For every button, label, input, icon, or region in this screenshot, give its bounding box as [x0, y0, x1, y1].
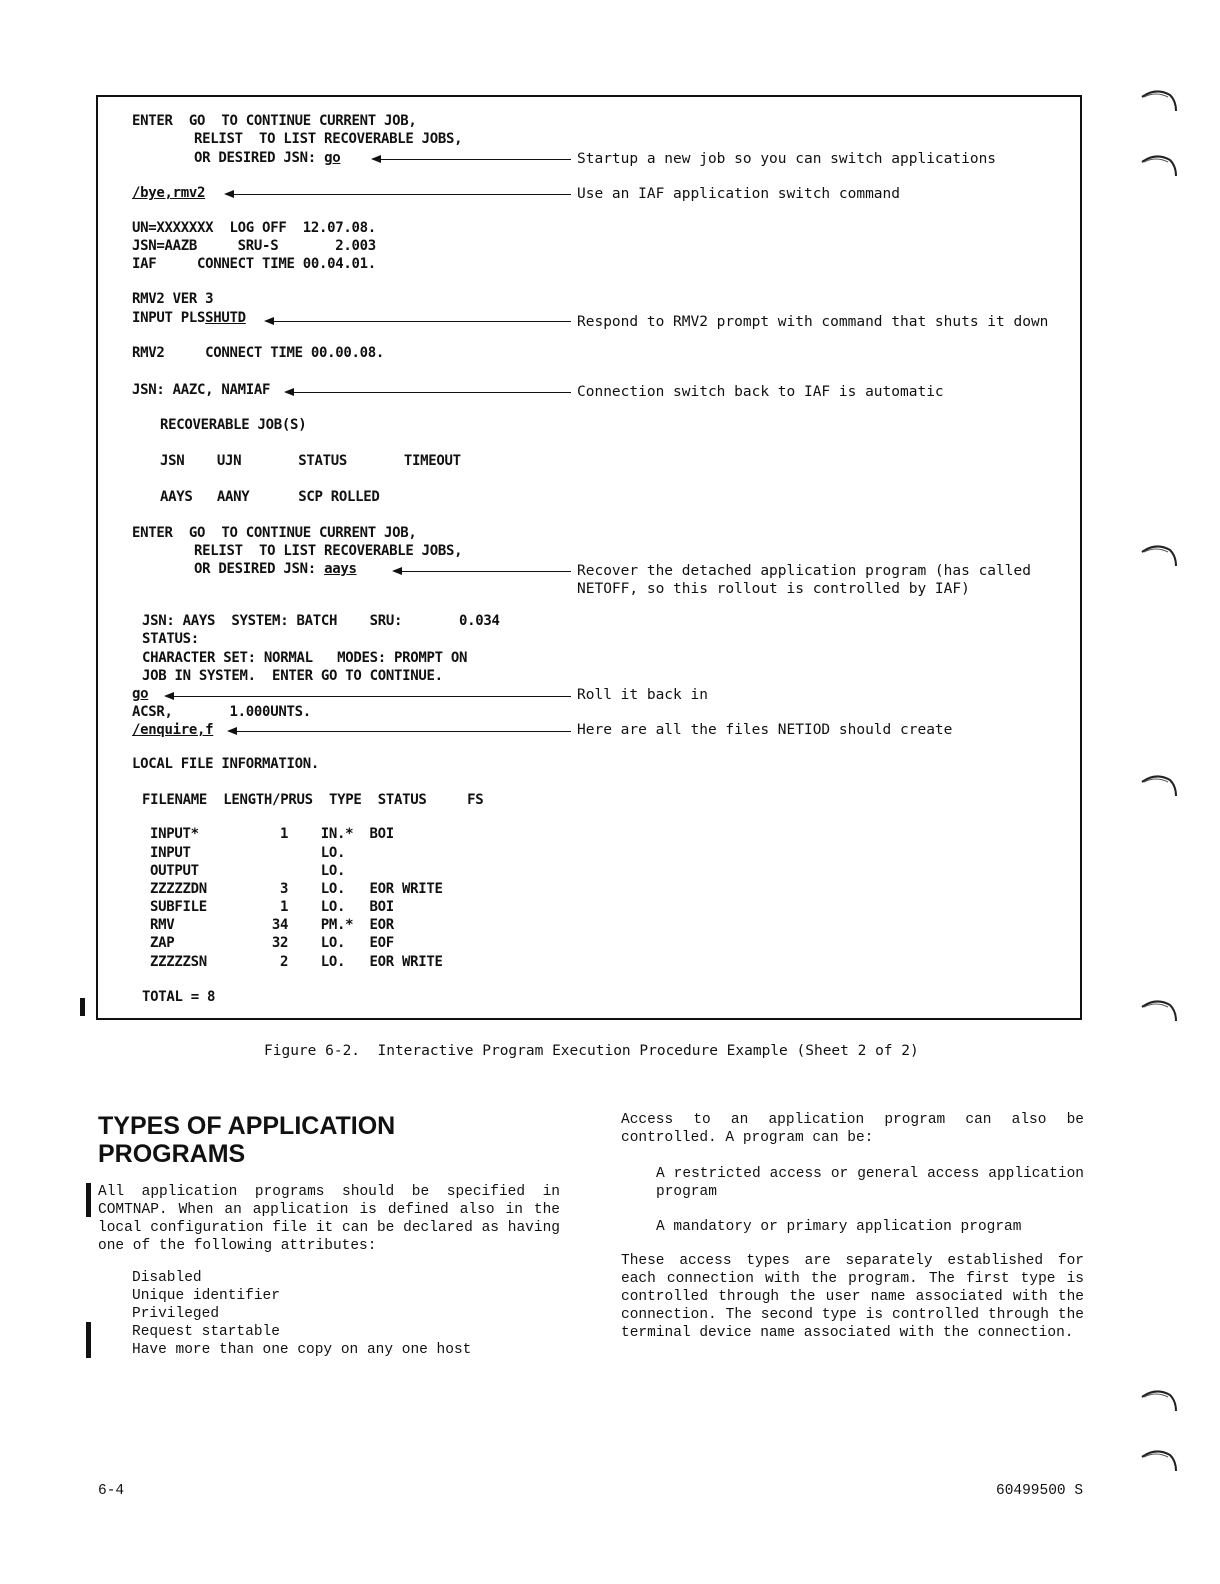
logoff-line-1: UN=XXXXXXX LOG OFF 12.07.08.	[132, 220, 376, 236]
right-paragraph-2: These access types are separately established for each connection with the program. The first type is controlled through the user name associated with the connection. The second type is controlled through the terminal device name associated with the connection.	[621, 1253, 1084, 1341]
logoff-line-3: IAF CONNECT TIME 00.04.01.	[132, 256, 376, 272]
recoverable-jobs-title: RECOVERABLE JOB(S)	[160, 417, 307, 433]
arrow-7	[229, 731, 571, 732]
annotation-startup: Startup a new job so you can switch applications	[577, 151, 997, 167]
enter-line-2: ENTER GO TO CONTINUE CURRENT JOB,	[132, 525, 417, 541]
total-line: TOTAL = 8	[142, 989, 216, 1005]
change-bar	[80, 998, 85, 1016]
file-row: INPUT* 1 IN.* BOI	[150, 826, 394, 842]
binder-tab-mark	[1140, 995, 1178, 1023]
attribute-item: Have more than one copy on any one host	[132, 1342, 472, 1358]
file-row: OUTPUT LO.	[150, 863, 346, 879]
annotation-files: Here are all the files NETIOD should create	[577, 722, 953, 738]
annotation-connection: Connection switch back to IAF is automatic	[577, 384, 944, 400]
figure-caption: Figure 6-2. Interactive Program Execution Procedure Example (Sheet 2 of 2)	[264, 1043, 919, 1059]
right-item-2: A mandatory or primary application program	[656, 1219, 1022, 1235]
shutd-command: SHUTD	[205, 310, 246, 326]
binder-tab-mark	[1140, 85, 1178, 113]
acsr-line: ACSR, 1.000UNTS.	[132, 704, 311, 720]
recoverable-header: JSN UJN STATUS TIMEOUT	[160, 453, 461, 469]
arrow-2	[226, 194, 571, 195]
file-row: RMV 34 PM.* EOR	[150, 917, 394, 933]
enquire-command: /enquire,f	[132, 722, 214, 738]
logoff-line-2: JSN=AAZB SRU-S 2.003	[132, 238, 376, 254]
binder-tab-mark	[1140, 150, 1178, 178]
file-row: ZAP 32 LO. EOF	[150, 935, 394, 951]
attribute-item: Request startable	[132, 1324, 280, 1340]
rmv-version: RMV2 VER 3	[132, 291, 214, 307]
left-paragraph: All application programs should be specified in COMTNAP. When an application is defined also in the local configuration file it can be declared as having one of the following attributes:	[98, 1184, 560, 1254]
document-number: 60499500 S	[996, 1483, 1084, 1499]
enter-line-1: ENTER GO TO CONTINUE CURRENT JOB,	[132, 113, 417, 129]
annotation-switch: Use an IAF application switch command	[577, 186, 901, 202]
relist-line-1: RELIST TO LIST RECOVERABLE JOBS,	[194, 131, 463, 147]
annotation-respond: Respond to RMV2 prompt with command that shuts it down	[577, 314, 1049, 330]
arrow-4	[286, 392, 571, 393]
arrow-1	[373, 159, 571, 160]
change-bar	[86, 1183, 91, 1217]
relist-line-2: RELIST TO LIST RECOVERABLE JOBS,	[194, 543, 463, 559]
right-paragraph-1: Access to an application program can also be controlled. A program can be:	[621, 1112, 1084, 1146]
annotation-recover-1: Recover the detached application program (has called	[577, 563, 1031, 579]
file-row: ZZZZZSN 2 LO. EOR WRITE	[150, 954, 443, 970]
user-input-go: go	[324, 150, 341, 166]
annotation-roll: Roll it back in	[577, 687, 708, 703]
binder-tab-mark	[1140, 1385, 1178, 1413]
status-line-1: JSN: AAYS SYSTEM: BATCH SRU: 0.034	[142, 613, 500, 629]
recoverable-row: AAYS AANY SCP ROLLED	[160, 489, 380, 505]
file-row: ZZZZZDN 3 LO. EOR WRITE	[150, 881, 443, 897]
binder-tab-mark	[1140, 1445, 1178, 1473]
arrow-6	[166, 696, 571, 697]
annotation-recover-2: NETOFF, so this rollout is controlled by IAF)	[577, 581, 970, 597]
go-command: go	[132, 686, 149, 702]
arrow-5	[394, 571, 571, 572]
attribute-list	[132, 1269, 552, 1359]
input-prompt: INPUT PLSSHUTD	[132, 310, 246, 326]
change-bar	[86, 1322, 91, 1358]
desired-jsn-line-1: OR DESIRED JSN: go	[194, 150, 341, 166]
page-number: 6-4	[98, 1483, 125, 1499]
attribute-item: Privileged	[132, 1306, 220, 1322]
bye-command: /bye,rmv2	[132, 185, 206, 201]
section-heading: TYPES OF APPLICATION PROGRAMS	[98, 1112, 396, 1168]
right-item-1: A restricted access or general access application program	[656, 1166, 1084, 1200]
file-row: SUBFILE 1 LO. BOI	[150, 899, 394, 915]
status-line-3: CHARACTER SET: NORMAL MODES: PROMPT ON	[142, 650, 468, 666]
binder-tab-mark	[1140, 770, 1178, 798]
arrow-3	[266, 321, 571, 322]
binder-tab-mark	[1140, 540, 1178, 568]
file-row: INPUT LO.	[150, 845, 346, 861]
attribute-item: Unique identifier	[132, 1288, 280, 1304]
attribute-item: Disabled	[132, 1270, 202, 1286]
status-line-4: JOB IN SYSTEM. ENTER GO TO CONTINUE.	[142, 668, 443, 684]
desired-jsn-line-2: OR DESIRED JSN: aays	[194, 561, 357, 577]
rmv-connect-time: RMV2 CONNECT TIME 00.00.08.	[132, 345, 384, 361]
file-table-header: FILENAME LENGTH/PRUS TYPE STATUS FS	[142, 792, 484, 808]
local-file-title: LOCAL FILE INFORMATION.	[132, 756, 319, 772]
jsn-namiaf: JSN: AAZC, NAMIAF	[132, 382, 271, 398]
user-input-aays: aays	[324, 561, 357, 577]
status-line-2: STATUS:	[142, 631, 199, 647]
